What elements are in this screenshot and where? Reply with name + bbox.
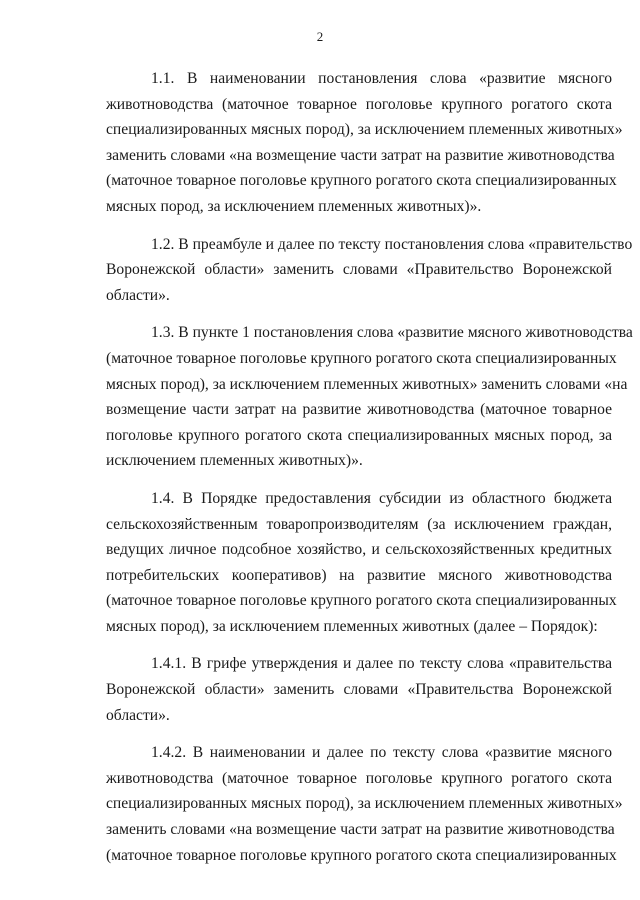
text-line: мясных пород), за исключением племенных животных (далее – Порядок): — [106, 617, 598, 635]
text-line: 1.4.2. В наименовании и далее по тексту слова «развитие мясного — [151, 744, 612, 762]
text-line: специализированных мясных пород), за исключением племенных животных» — [106, 795, 623, 813]
text-line: мясных пород), за исключением племенных животных» заменить словами «на — [106, 375, 628, 393]
text-line: потребительских кооперативов) на развитие мясного животноводства — [106, 566, 612, 584]
document-body — [106, 66, 633, 880]
text-line: специализированных мясных пород), за исключением племенных животных» — [106, 121, 623, 139]
paragraph-1-4 — [106, 486, 617, 640]
text-line: (маточное товарное поголовье крупного рогатого скота специализированных — [106, 349, 617, 367]
text-line: (маточное товарное поголовье крупного рогатого скота специализированных — [106, 846, 617, 864]
paragraph-1-4-2 — [106, 740, 623, 868]
text-line: ведущих личное подсобное хозяйство, и сельскохозяйственных кредитных — [106, 541, 612, 559]
paragraph-1-4-1 — [106, 651, 612, 728]
text-line: Воронежской области» заменить словами «Правительство Воронежской — [106, 261, 612, 279]
text-line: (маточное товарное поголовье крупного рогатого скота специализированных — [106, 592, 617, 610]
text-line: заменить словами «на возмещение части затрат на развитие животноводства — [106, 821, 615, 839]
text-line: 1.4.1. В грифе утверждения и далее по тексту слова «правительства — [151, 655, 612, 673]
text-line: мясных пород, за исключением племенных животных)». — [106, 197, 482, 215]
text-line: области». — [106, 706, 170, 724]
text-line: 1.2. В преамбуле и далее по тексту постановления слова «правительство — [151, 235, 633, 253]
text-line: сельскохозяйственным товаропроизводителям (за исключением граждан, — [106, 515, 612, 533]
paragraph-1-1 — [106, 66, 623, 220]
paragraph-1-2 — [106, 232, 633, 309]
text-line: животноводства (маточное товарное поголовье крупного рогатого скота — [106, 769, 612, 787]
text-line: 1.3. В пункте 1 постановления слова «развитие мясного животноводства — [151, 324, 633, 342]
text-line: Воронежской области» заменить словами «Правительства Воронежской — [106, 681, 612, 699]
text-line: (маточное товарное поголовье крупного рогатого скота специализированных — [106, 172, 617, 190]
text-line: заменить словами «на возмещение части затрат на развитие животноводства — [106, 146, 615, 164]
text-line: 1.4. В Порядке предоставления субсидии из областного бюджета — [151, 489, 612, 507]
paragraph-1-3 — [106, 320, 633, 474]
text-line: области». — [106, 286, 170, 304]
text-line: поголовье крупного рогатого скота специализированных мясных пород, за — [106, 426, 612, 444]
text-line: 1.1. В наименовании постановления слова «развитие мясного — [151, 70, 612, 87]
text-line: животноводства (маточное товарное поголовье крупного рогатого скота — [106, 95, 612, 113]
text-line: исключением племенных животных)». — [106, 452, 363, 470]
page-number: 2 — [316, 29, 324, 44]
text-line: возмещение части затрат на развитие животноводства (маточное товарное — [106, 401, 612, 419]
